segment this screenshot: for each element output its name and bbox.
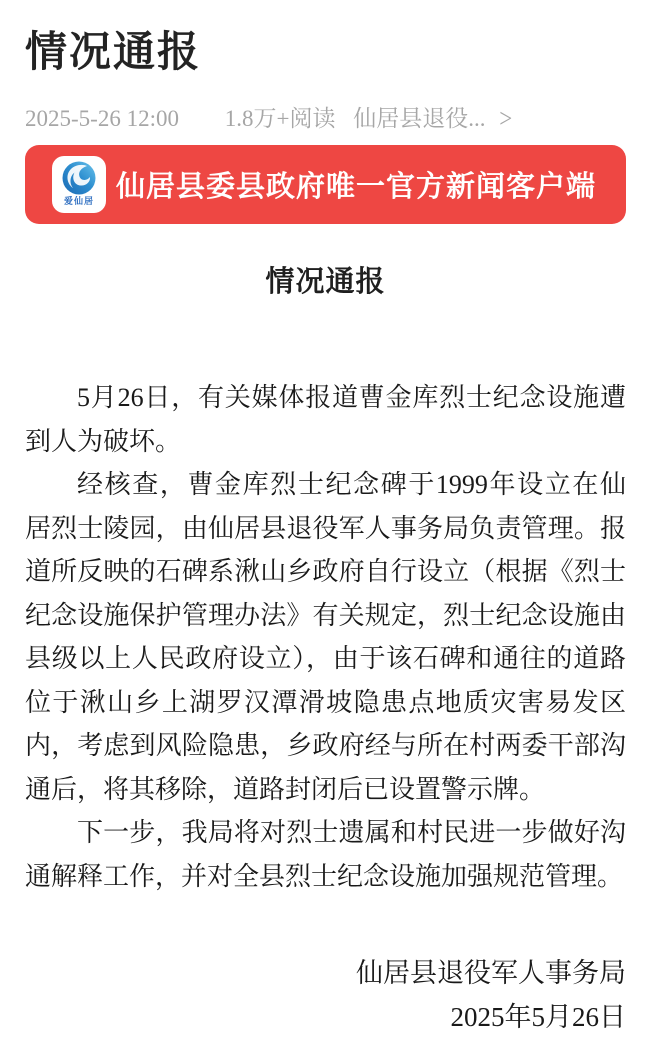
body-line: 经核查，曹金库烈士纪念碑于1999年设立在仙 <box>77 470 626 499</box>
read-count: 1.8万+阅读 <box>224 106 336 131</box>
body-line: 道所反映的石碑系湫山乡政府自行设立（根据《烈士 <box>25 557 626 586</box>
banner-text: 仙居县委县政府唯一官方新闻客户端 <box>115 171 596 203</box>
body-line: 内，考虑到风险隐患，乡政府经与所在村两委干部沟 <box>25 731 626 760</box>
source-link[interactable] <box>353 106 512 131</box>
official-banner[interactable] <box>25 145 626 224</box>
body-line: 5月26日，有关媒体报道曹金库烈士纪念设施遭 <box>77 383 626 412</box>
body-line: 位于湫山乡上湖罗汉潭滑坡隐患点地质灾害易发区 <box>25 687 626 717</box>
body-line: 下一步，我局将对烈士遗属和村民进一步做好沟 <box>77 818 626 847</box>
body-line: 纪念设施保护管理办法》有关规定，烈士纪念设施由 <box>25 600 626 630</box>
body-line: 县级以上人民政府设立），由于该石碑和通往的道路 <box>25 644 626 673</box>
body-line: 通解释工作，并对全县烈士纪念设施加强规范管理。 <box>25 861 624 891</box>
publish-datetime: 2025-5-26 12:00 <box>25 106 179 131</box>
body-line: 到人为破坏。 <box>25 426 182 456</box>
globe-swirl-icon <box>61 160 97 196</box>
logo-caption: 爱仙居 <box>63 196 94 206</box>
notice-heading: 情况通报 <box>265 266 386 298</box>
signature: 仙居县退役军人事务局 <box>356 958 626 988</box>
signature-block <box>25 952 626 1039</box>
notice-body <box>25 376 626 898</box>
page-title: 情况通报 <box>25 30 202 76</box>
signature-date: 2025年5月26日 <box>450 1001 626 1032</box>
body-line: 通后，将其移除，道路封闭后已设置警示牌。 <box>25 774 546 804</box>
source-name: 仙居县退役... <box>353 106 486 131</box>
chevron-right-icon: > <box>499 104 513 133</box>
notice-article <box>25 265 626 1039</box>
body-line: 居烈士陵园，由仙居县退役军人事务局负责管理。报 <box>25 513 626 543</box>
app-logo <box>52 156 106 213</box>
article-meta <box>25 105 626 132</box>
